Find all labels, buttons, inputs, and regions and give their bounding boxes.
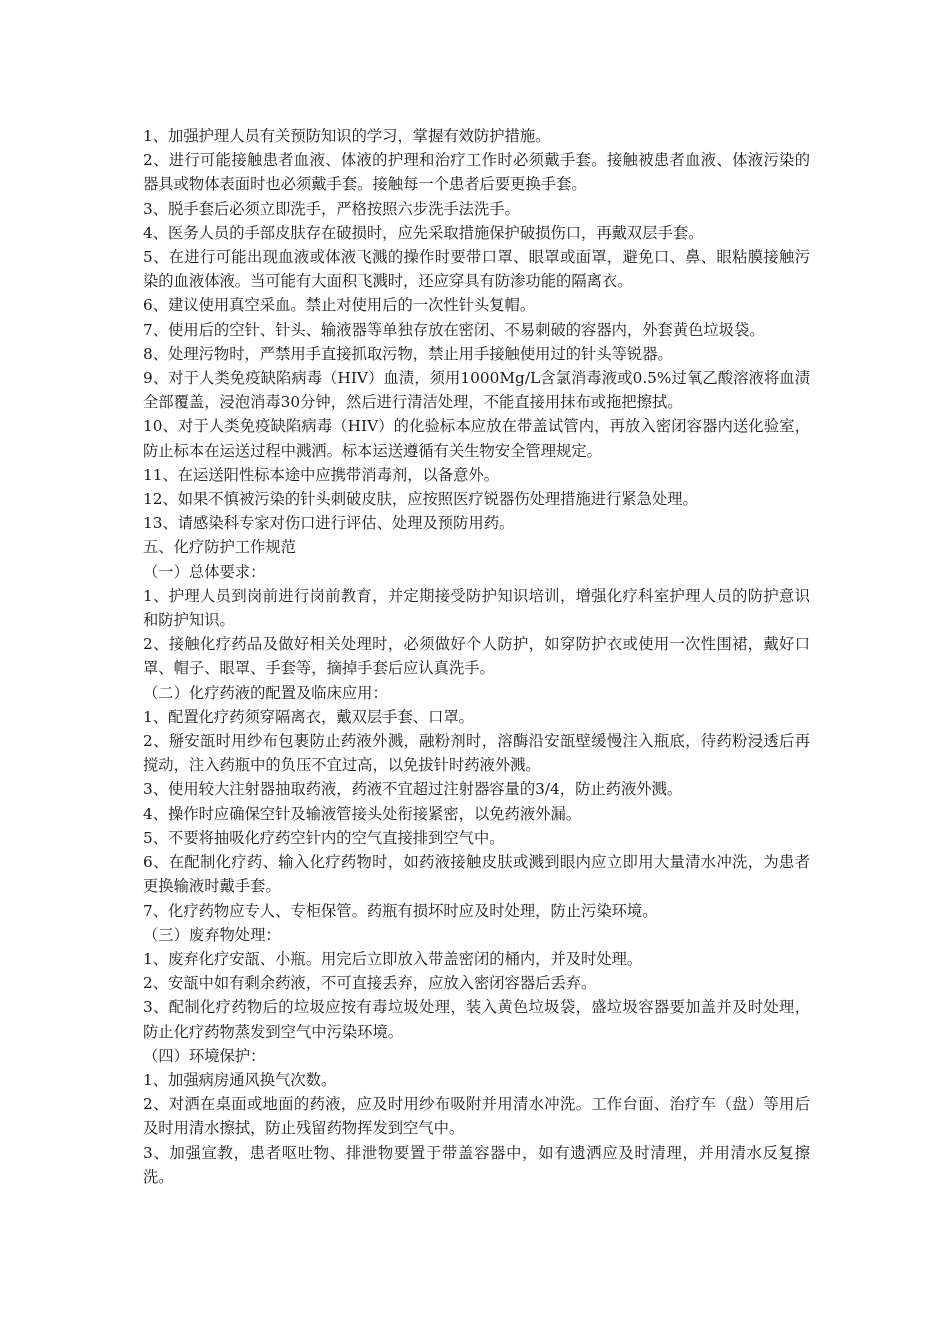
- paragraph-4: 4、医务人员的手部皮肤存在破损时，应先采取措施保护破损伤口，再戴双层手套。: [143, 223, 704, 242]
- paragraph-general-1: 1、护理人员到岗前进行岗前教育，并定期接受防护知识培训，增强化疗科室护理人员的防护意识和防护知识。: [143, 586, 810, 630]
- paragraph-7: 7、使用后的空针、针头、输液器等单独存放在密闭、不易刺破的容器内，外套黄色垃圾袋。: [143, 320, 765, 339]
- document-body: [143, 124, 810, 1189]
- paragraph-prep-5: 5、不要将抽吸化疗药空针内的空气直接排到空气中。: [143, 828, 505, 847]
- section-heading-chemo: 五、化疗防护工作规范: [143, 538, 296, 557]
- paragraph-env-3: 3、加强宣教，患者呕吐物、排泄物要置于带盖容器中，如有遗洒应及时清理，并用清水反复擦洗。: [143, 1143, 810, 1186]
- paragraph-prep-6: 6、在配制化疗药、输入化疗药物时，如药液接触皮肤或溅到眼内应立即用大量清水冲洗，为患者更换输液时戴手套。: [143, 853, 810, 896]
- subsection-heading-preparation: （二）化疗药液的配置及临床应用：: [143, 683, 388, 702]
- paragraph-10: 10、对于人类免疫缺陷病毒（HIV）的化验标本应放在带盖试管内，再放入密闭容器内送化验室，防止标本在运送过程中溅洒。标本运送遵循有关生物安全管理规定。: [143, 417, 810, 460]
- paragraph-2: 2、进行可能接触患者血液、体液的护理和治疗工作时必须戴手套。接触被患者血液、体液污染的器具或物体表面时也必须戴手套。接触每一个患者后要更换手套。: [143, 151, 810, 194]
- paragraph-prep-3: 3、使用较大注射器抽取药液，药液不宜超过注射器容量的3/4，防止药液外溅。: [143, 780, 683, 799]
- paragraph-8: 8、处理污物时，严禁用手直接抓取污物，禁止用手接触使用过的针头等锐器。: [143, 344, 673, 363]
- subsection-heading-waste: （三）废弃物处理：: [143, 925, 281, 944]
- paragraph-12: 12、如果不慎被污染的针头刺破皮肤，应按照医疗锐器伤处理措施进行紧急处理。: [143, 490, 698, 509]
- paragraph-env-1: 1、加强病房通风换气次数。: [143, 1070, 337, 1089]
- paragraph-5: 5、在进行可能出现血液或体液飞溅的操作时要带口罩、眼罩或面罩，避免口、鼻、眼粘膜接触污染的血液体液。当可能有大面积飞溅时，还应穿具有防渗功能的隔离衣。: [143, 248, 810, 291]
- subsection-heading-general: （一）总体要求：: [143, 562, 266, 581]
- paragraph-general-2: 2、接触化疗药品及做好相关处理时，必须做好个人防护，如穿防护衣或使用一次性围裙，戴好口罩、帽子、眼罩、手套等，摘掉手套后应认真洗手。: [143, 635, 810, 678]
- paragraph-9: 9、对于人类免疫缺陷病毒（HIV）血渍，须用1000Mg/L含氯消毒液或0.5%过氧乙酸溶液将血渍全部覆盖，浸泡消毒30分钟，然后进行清洁处理，不能直接用抹布或拖把擦拭。: [143, 369, 810, 412]
- paragraph-11: 11、在运送阳性标本途中应携带消毒剂，以备意外。: [143, 465, 499, 484]
- paragraph-waste-1: 1、废弃化疗安瓿、小瓶。用完后立即放入带盖密闭的桶内，并及时处理。: [143, 949, 643, 968]
- paragraph-6: 6、建议使用真空采血。禁止对使用后的一次性针头复帽。: [143, 296, 536, 315]
- paragraph-prep-1: 1、配置化疗药须穿隔离衣，戴双层手套、口罩。: [143, 707, 474, 726]
- paragraph-prep-4: 4、操作时应确保空针及输液管接头处衔接紧密，以免药液外漏。: [143, 804, 582, 823]
- paragraph-waste-3: 3、配制化疗药物后的垃圾应按有毒垃圾处理，装入黄色垃圾袋，盛垃圾容器要加盖并及时处理，防止化疗药物蒸发到空气中污染环境。: [143, 998, 810, 1041]
- paragraph-env-2: 2、对洒在桌面或地面的药液，应及时用纱布吸附并用清水冲洗。工作台面、治疗车（盘）等用后及时用清水擦拭，防止残留药物挥发到空气中。: [143, 1095, 810, 1138]
- paragraph-prep-7: 7、化疗药物应专人、专柜保管。药瓶有损坏时应及时处理，防止污染环境。: [143, 901, 658, 920]
- paragraph-waste-2: 2、安瓿中如有剩余药液，不可直接丢弃，应放入密闭容器后丢弃。: [143, 974, 597, 993]
- paragraph-13: 13、请感染科专家对伤口进行评估、处理及预防用药。: [143, 514, 515, 533]
- subsection-heading-environment: （四）环境保护：: [143, 1046, 266, 1065]
- paragraph-1: 1、加强护理人员有关预防知识的学习，掌握有效防护措施。: [143, 127, 551, 145]
- paragraph-3: 3、脱手套后必须立即洗手，严格按照六步洗手法洗手。: [143, 199, 520, 218]
- paragraph-prep-2: 2、掰安瓿时用纱布包裹防止药液外溅，融粉剂时，溶酶沿安瓿壁缓慢注入瓶底，待药粉浸透后再搅动，注入药瓶中的负压不宜过高，以免拔针时药液外溅。: [143, 732, 810, 775]
